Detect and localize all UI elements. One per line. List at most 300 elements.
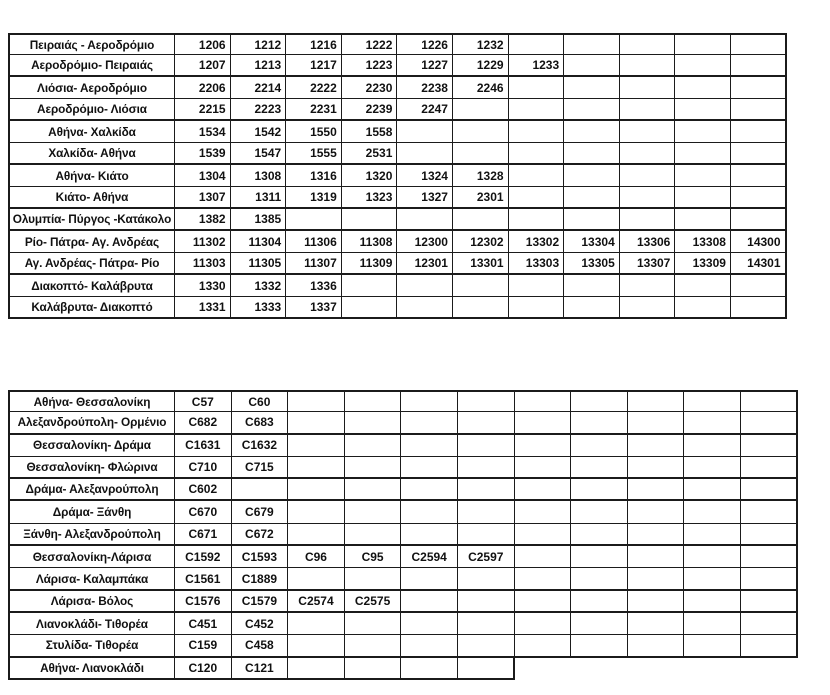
train-number-cell: C120 — [175, 658, 232, 680]
empty-cell — [571, 568, 628, 590]
empty-cell — [453, 275, 509, 297]
train-number-cell: 1534 — [175, 121, 231, 143]
train-number-cell: C671 — [175, 524, 232, 546]
train-number-cell: C670 — [175, 501, 232, 523]
train-number-cell: 1217 — [286, 55, 342, 77]
train-number-cell: 11309 — [342, 253, 398, 275]
empty-cell — [515, 435, 572, 457]
empty-cell — [458, 412, 515, 434]
train-number-cell: C683 — [232, 412, 289, 434]
empty-cell — [675, 55, 731, 77]
empty-cell — [401, 568, 458, 590]
train-number-cell: 1558 — [342, 121, 398, 143]
empty-cell — [571, 435, 628, 457]
empty-cell — [741, 524, 798, 546]
empty-cell — [628, 524, 685, 546]
train-number-cell: C1576 — [175, 591, 232, 613]
empty-cell — [401, 591, 458, 613]
table-row — [8, 33, 787, 55]
table-row — [8, 187, 787, 209]
train-number-cell: C1889 — [232, 568, 289, 590]
empty-cell — [509, 121, 565, 143]
train-number-cell: 1206 — [175, 33, 231, 55]
train-number-cell: 2215 — [175, 99, 231, 121]
table-row — [8, 546, 798, 568]
train-number-cell: 1547 — [231, 143, 287, 165]
empty-cell — [397, 209, 453, 231]
train-number-cell: 1223 — [342, 55, 398, 77]
table-row — [8, 658, 798, 680]
route-name-cell: Αθήνα- Θεσσαλονίκη — [8, 390, 175, 412]
empty-cell — [509, 143, 565, 165]
empty-cell — [458, 524, 515, 546]
empty-cell — [628, 479, 685, 501]
train-number-cell: 2301 — [453, 187, 509, 209]
empty-cell — [684, 412, 741, 434]
train-number-cell: 2531 — [342, 143, 398, 165]
empty-cell — [628, 390, 685, 412]
empty-cell — [515, 479, 572, 501]
table-row — [8, 275, 787, 297]
empty-cell — [453, 143, 509, 165]
train-number-cell: 11303 — [175, 253, 231, 275]
empty-cell — [564, 33, 620, 55]
empty-cell — [571, 457, 628, 479]
empty-cell — [620, 165, 676, 187]
train-number-cell: C715 — [232, 457, 289, 479]
train-number-cell: 1333 — [231, 297, 287, 319]
empty-cell — [509, 187, 565, 209]
train-number-cell: C2597 — [458, 546, 515, 568]
empty-cell — [741, 568, 798, 590]
train-number-cell: 1213 — [231, 55, 287, 77]
empty-cell — [675, 143, 731, 165]
empty-cell — [458, 479, 515, 501]
train-number-cell: 1311 — [231, 187, 287, 209]
empty-cell — [345, 658, 402, 680]
empty-cell — [628, 613, 685, 635]
empty-cell — [628, 435, 685, 457]
empty-cell — [675, 275, 731, 297]
empty-cell — [571, 546, 628, 568]
empty-cell — [453, 209, 509, 231]
route-name-cell: Λάρισα- Βόλος — [8, 591, 175, 613]
empty-cell — [458, 457, 515, 479]
empty-cell — [345, 412, 402, 434]
table-row — [8, 591, 798, 613]
empty-cell — [515, 457, 572, 479]
empty-cell — [628, 568, 685, 590]
train-number-cell: C96 — [288, 546, 345, 568]
empty-cell — [731, 77, 787, 99]
empty-cell — [571, 591, 628, 613]
empty-cell — [571, 390, 628, 412]
empty-cell — [684, 501, 741, 523]
train-number-cell: 2247 — [397, 99, 453, 121]
empty-cell — [564, 143, 620, 165]
empty-cell — [564, 297, 620, 319]
train-number-cell: 11308 — [342, 231, 398, 253]
empty-cell — [620, 187, 676, 209]
empty-cell — [731, 275, 787, 297]
empty-cell — [509, 297, 565, 319]
table-row — [8, 253, 787, 275]
empty-cell — [453, 121, 509, 143]
empty-cell — [675, 77, 731, 99]
train-number-cell: 2222 — [286, 77, 342, 99]
empty-cell — [675, 209, 731, 231]
train-number-cell: C1592 — [175, 546, 232, 568]
train-number-cell: C1579 — [232, 591, 289, 613]
train-number-cell: 13301 — [453, 253, 509, 275]
empty-cell — [731, 209, 787, 231]
empty-cell — [628, 412, 685, 434]
empty-cell — [741, 501, 798, 523]
route-name-cell: Αθήνα- Κιάτο — [8, 165, 175, 187]
empty-cell — [515, 390, 572, 412]
train-number-cell: C95 — [345, 546, 402, 568]
empty-cell — [620, 77, 676, 99]
empty-cell — [401, 635, 458, 657]
table-row — [8, 435, 798, 457]
empty-cell — [684, 479, 741, 501]
train-number-cell: C57 — [175, 390, 232, 412]
route-name-cell: Αγ. Ανδρέας- Πάτρα- Ρίο — [8, 253, 175, 275]
train-number-cell: 11305 — [231, 253, 287, 275]
empty-cell — [397, 275, 453, 297]
train-number-cell: 2206 — [175, 77, 231, 99]
train-number-cell: 2223 — [231, 99, 287, 121]
empty-cell — [286, 209, 342, 231]
empty-cell — [345, 524, 402, 546]
table-row — [8, 165, 787, 187]
empty-cell — [741, 591, 798, 613]
train-number-cell: 13307 — [620, 253, 676, 275]
empty-cell — [288, 613, 345, 635]
empty-cell — [620, 121, 676, 143]
empty-cell — [741, 435, 798, 457]
empty-cell — [509, 33, 565, 55]
train-number-cell: 1227 — [397, 55, 453, 77]
empty-cell — [397, 297, 453, 319]
train-number-cell: C458 — [232, 635, 289, 657]
empty-cell — [509, 165, 565, 187]
empty-cell — [288, 457, 345, 479]
train-number-cell: 13306 — [620, 231, 676, 253]
train-number-cell: 1308 — [231, 165, 287, 187]
train-number-cell: 1542 — [231, 121, 287, 143]
train-number-cell: C452 — [232, 613, 289, 635]
train-number-cell: C710 — [175, 457, 232, 479]
empty-cell — [345, 568, 402, 590]
route-name-cell: Αθήνα- Χαλκίδα — [8, 121, 175, 143]
train-number-cell: 2239 — [342, 99, 398, 121]
table-row — [8, 209, 787, 231]
train-number-cell: 1324 — [397, 165, 453, 187]
empty-cell — [675, 187, 731, 209]
train-number-cell: C602 — [175, 479, 232, 501]
train-number-cell: C1593 — [232, 546, 289, 568]
empty-cell — [345, 479, 402, 501]
empty-cell — [515, 613, 572, 635]
train-number-cell: 1319 — [286, 187, 342, 209]
train-number-cell: C121 — [232, 658, 289, 680]
train-number-cell: C2594 — [401, 546, 458, 568]
empty-cell — [620, 99, 676, 121]
empty-cell — [232, 479, 289, 501]
empty-cell — [342, 209, 398, 231]
route-name-cell: Στυλίδα- Τιθορέα — [8, 635, 175, 657]
train-number-cell: 1327 — [397, 187, 453, 209]
empty-cell — [401, 412, 458, 434]
empty-cell — [731, 165, 787, 187]
route-name-cell: Πειραιάς - Αεροδρόμιο — [8, 33, 175, 55]
empty-cell — [288, 412, 345, 434]
train-number-cell: C1632 — [232, 435, 289, 457]
train-number-cell: 1232 — [453, 33, 509, 55]
route-name-cell: Αεροδρόμιο- Πειραιάς — [8, 55, 175, 77]
train-number-cell: 13304 — [564, 231, 620, 253]
train-number-cell: 1207 — [175, 55, 231, 77]
empty-cell — [684, 546, 741, 568]
empty-cell — [684, 568, 741, 590]
route-name-cell: Αθήνα- Λιανοκλάδι — [8, 658, 175, 680]
empty-cell — [731, 297, 787, 319]
empty-cell — [515, 568, 572, 590]
empty-cell — [675, 165, 731, 187]
train-number-cell: C672 — [232, 524, 289, 546]
empty-cell — [741, 457, 798, 479]
table-row — [8, 297, 787, 319]
empty-cell — [342, 297, 398, 319]
train-number-cell: C2575 — [345, 591, 402, 613]
route-name-cell: Αλεξανδρούπολη- Ορμένιο — [8, 412, 175, 434]
empty-cell — [401, 524, 458, 546]
empty-cell — [458, 435, 515, 457]
train-number-cell: 11307 — [286, 253, 342, 275]
route-name-cell: Λιόσια- Αεροδρόμιο — [8, 77, 175, 99]
empty-cell — [564, 77, 620, 99]
train-number-cell: C2574 — [288, 591, 345, 613]
empty-cell — [458, 635, 515, 657]
train-number-cell: 1307 — [175, 187, 231, 209]
empty-cell — [564, 121, 620, 143]
route-name-cell: Χαλκίδα- Αθήνα — [8, 143, 175, 165]
train-number-cell: C60 — [232, 390, 289, 412]
empty-cell — [731, 143, 787, 165]
table-row — [8, 55, 787, 77]
table-row — [8, 635, 798, 657]
train-number-cell: 1550 — [286, 121, 342, 143]
empty-cell — [684, 613, 741, 635]
empty-cell — [684, 524, 741, 546]
train-number-cell: 2246 — [453, 77, 509, 99]
route-name-cell: Διακοπτό- Καλάβρυτα — [8, 275, 175, 297]
empty-cell — [731, 55, 787, 77]
empty-cell — [620, 275, 676, 297]
route-name-cell: Ολυμπία- Πύργος -Κατάκολο — [8, 209, 175, 231]
empty-cell — [515, 546, 572, 568]
empty-cell — [684, 591, 741, 613]
table-row — [8, 524, 798, 546]
empty-cell — [515, 524, 572, 546]
empty-cell — [571, 479, 628, 501]
lower-timetable — [8, 390, 798, 680]
empty-cell — [684, 635, 741, 657]
route-name-cell: Ξάνθη- Αλεξανδρούπολη — [8, 524, 175, 546]
empty-cell — [741, 613, 798, 635]
train-number-cell: 1229 — [453, 55, 509, 77]
empty-cell — [397, 121, 453, 143]
empty-cell — [628, 591, 685, 613]
empty-cell — [741, 546, 798, 568]
table-row — [8, 143, 787, 165]
empty-cell — [401, 390, 458, 412]
empty-cell — [731, 187, 787, 209]
empty-cell — [401, 457, 458, 479]
table-row — [8, 390, 798, 412]
empty-cell — [458, 658, 515, 680]
train-number-cell: 1337 — [286, 297, 342, 319]
empty-cell — [453, 99, 509, 121]
empty-cell — [515, 591, 572, 613]
train-number-cell: C451 — [175, 613, 232, 635]
empty-cell — [288, 435, 345, 457]
train-number-cell: 1304 — [175, 165, 231, 187]
empty-cell — [571, 613, 628, 635]
empty-cell — [620, 55, 676, 77]
empty-cell — [345, 457, 402, 479]
train-number-cell: C1631 — [175, 435, 232, 457]
route-name-cell: Λάρισα- Καλαμπάκα — [8, 568, 175, 590]
empty-cell — [288, 390, 345, 412]
empty-cell — [458, 568, 515, 590]
empty-cell — [509, 275, 565, 297]
route-name-cell: Θεσσαλονίκη- Δράμα — [8, 435, 175, 457]
empty-cell — [741, 412, 798, 434]
train-number-cell: 1382 — [175, 209, 231, 231]
empty-cell — [453, 297, 509, 319]
empty-cell — [571, 412, 628, 434]
empty-cell — [571, 501, 628, 523]
upper-timetable — [8, 33, 787, 319]
train-number-cell: 14300 — [731, 231, 787, 253]
empty-cell — [620, 143, 676, 165]
train-number-cell: 1212 — [231, 33, 287, 55]
empty-cell — [458, 591, 515, 613]
empty-cell — [458, 501, 515, 523]
train-number-cell: 1226 — [397, 33, 453, 55]
empty-cell — [564, 209, 620, 231]
empty-cell — [345, 435, 402, 457]
train-number-cell: 1323 — [342, 187, 398, 209]
table-row — [8, 479, 798, 501]
table-row — [8, 121, 787, 143]
empty-cell — [564, 165, 620, 187]
empty-cell — [741, 635, 798, 657]
train-number-cell: 11302 — [175, 231, 231, 253]
empty-cell — [288, 501, 345, 523]
empty-cell — [288, 479, 345, 501]
train-number-cell: 11304 — [231, 231, 287, 253]
table-row — [8, 231, 787, 253]
empty-cell — [515, 412, 572, 434]
empty-cell — [515, 501, 572, 523]
empty-cell — [397, 143, 453, 165]
empty-cell — [345, 635, 402, 657]
train-number-cell: C679 — [232, 501, 289, 523]
empty-cell — [684, 390, 741, 412]
train-number-cell: 11306 — [286, 231, 342, 253]
train-number-cell: 13302 — [509, 231, 565, 253]
train-number-cell: 13308 — [675, 231, 731, 253]
empty-cell — [628, 635, 685, 657]
empty-cell — [675, 33, 731, 55]
route-name-cell: Θεσσαλονίκη-Λάρισα — [8, 546, 175, 568]
empty-cell — [620, 209, 676, 231]
empty-cell — [509, 99, 565, 121]
route-name-cell: Ρίο- Πάτρα- Αγ. Ανδρέας — [8, 231, 175, 253]
train-number-cell: 1216 — [286, 33, 342, 55]
empty-cell — [731, 121, 787, 143]
train-number-cell: C159 — [175, 635, 232, 657]
empty-cell — [571, 524, 628, 546]
empty-cell — [509, 77, 565, 99]
empty-cell — [564, 275, 620, 297]
table-row — [8, 613, 798, 635]
empty-cell — [741, 390, 798, 412]
empty-cell — [564, 55, 620, 77]
empty-cell — [401, 479, 458, 501]
table-row — [8, 412, 798, 434]
train-number-cell: 1332 — [231, 275, 287, 297]
empty-cell — [564, 187, 620, 209]
route-name-cell: Δράμα- Αλεξανρούπολη — [8, 479, 175, 501]
route-name-cell: Θεσσαλονίκη- Φλώρινα — [8, 457, 175, 479]
train-number-cell: 13309 — [675, 253, 731, 275]
empty-cell — [401, 658, 458, 680]
empty-cell — [401, 435, 458, 457]
train-number-cell: 14301 — [731, 253, 787, 275]
train-number-cell: 12301 — [397, 253, 453, 275]
route-name-cell: Κιάτο- Αθήνα — [8, 187, 175, 209]
empty-cell — [509, 209, 565, 231]
empty-cell — [731, 33, 787, 55]
empty-cell — [675, 99, 731, 121]
route-name-cell: Λιανοκλάδι- Τιθορέα — [8, 613, 175, 635]
train-number-cell: 1555 — [286, 143, 342, 165]
empty-cell — [345, 501, 402, 523]
empty-cell — [675, 121, 731, 143]
train-number-cell: 1336 — [286, 275, 342, 297]
empty-cell — [401, 501, 458, 523]
empty-cell — [741, 479, 798, 501]
empty-cell — [731, 99, 787, 121]
empty-cell — [288, 635, 345, 657]
train-number-cell: 1328 — [453, 165, 509, 187]
empty-cell — [628, 546, 685, 568]
empty-cell — [345, 390, 402, 412]
train-number-cell: 12300 — [397, 231, 453, 253]
empty-cell — [345, 613, 402, 635]
route-name-cell: Δράμα- Ξάνθη — [8, 501, 175, 523]
train-number-cell: C1561 — [175, 568, 232, 590]
train-number-cell: 1539 — [175, 143, 231, 165]
train-number-cell: 1385 — [231, 209, 287, 231]
empty-cell — [628, 501, 685, 523]
empty-cell — [628, 457, 685, 479]
empty-cell — [288, 658, 345, 680]
